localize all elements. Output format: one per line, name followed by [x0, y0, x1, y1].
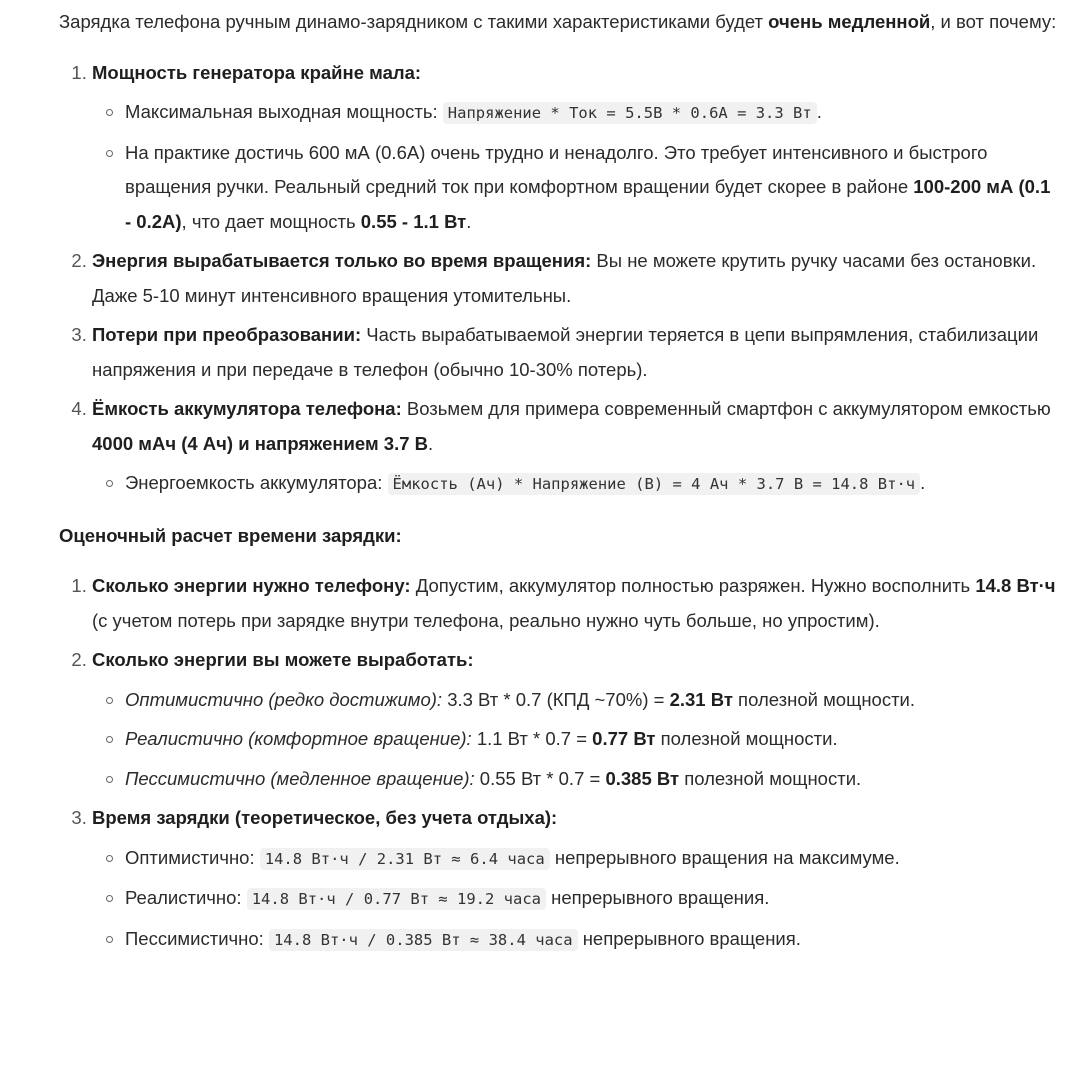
item-text-end: . — [816, 101, 822, 122]
item-italic: Пессимистично (медленное вращение): — [125, 767, 475, 789]
code-inline: 14.8 Вт·ч / 0.385 Вт ≈ 38.4 часа — [269, 929, 578, 951]
intro-bold: очень медленной — [768, 11, 931, 32]
item-text: , что дает мощность — [181, 210, 361, 232]
item-text-end: . — [466, 210, 472, 232]
item-text: Оптимистично: — [125, 846, 260, 868]
list-item-max-power — [125, 95, 1059, 131]
item-italic: Реалистично (комфортное вращение): — [125, 728, 472, 749]
item-text: Пессимистично: — [125, 927, 269, 949]
sub-list — [92, 466, 1059, 502]
item-text-end: (с учетом потерь при зарядке внутри телефона, реально нужно чуть больше, но упростим). — [92, 609, 880, 631]
estimate-item-charge-time — [92, 801, 1059, 957]
item-bold: 0.385 Вт — [605, 767, 680, 789]
item-title: Сколько энергии вы можете выработать: — [92, 649, 474, 670]
item-bold: 14.8 Вт·ч — [975, 575, 1056, 596]
list-item-optimistic — [125, 683, 1059, 718]
estimate-item-energy-needed — [92, 569, 1059, 638]
reason-item-battery-capacity — [92, 392, 1059, 502]
list-item-battery-energy — [125, 466, 1059, 502]
list-item-realistic — [125, 722, 1059, 757]
item-title: Энергия вырабатывается только во время вращения: — [92, 250, 592, 271]
item-text-end: непрерывного вращения. — [546, 887, 770, 908]
item-bold: 100-200 мА (0.1 - 0.2А) — [125, 176, 1051, 232]
estimate-list — [59, 569, 1059, 957]
item-text: Максимальная выходная мощность: — [125, 101, 443, 122]
sub-list — [92, 95, 1059, 239]
item-title: Ёмкость аккумулятора телефона: — [92, 398, 402, 419]
item-text: Энергоемкость аккумулятора: — [125, 472, 388, 493]
reason-item-conversion-losses — [92, 318, 1059, 387]
code-inline: Ёмкость (Ач) * Напряжение (В) = 4 Ач * 3.7 В = 14.8 Вт·ч — [388, 473, 921, 495]
item-text-end: полезной мощности. — [732, 688, 916, 710]
item-title: Потери при преобразовании: — [92, 324, 362, 345]
estimate-item-energy-produced — [92, 643, 1059, 796]
item-text: На практике достичь 600 мА (0.6А) очень трудно и ненадолго. Это требует интенсивного и быстрого вращения ручки. Реальный средний ток при комфортном вращении будет скорее в районе — [125, 141, 988, 197]
list-item-time-realistic — [125, 881, 1059, 917]
sub-list — [92, 683, 1059, 797]
code-inline: 14.8 Вт·ч / 2.31 Вт ≈ 6.4 часа — [260, 848, 550, 870]
list-item-time-optimistic — [125, 841, 1059, 877]
code-inline: 14.8 Вт·ч / 0.77 Вт ≈ 19.2 часа — [247, 888, 546, 910]
intro-text: Зарядка телефона ручным динамо-зарядником с такими характеристиками будет — [59, 11, 769, 32]
intro-paragraph — [59, 5, 1059, 40]
item-bold: 0.55 - 1.1 Вт — [360, 210, 467, 232]
list-item-pessimistic — [125, 762, 1059, 797]
item-bold: 2.31 Вт — [669, 688, 733, 710]
item-text: 3.3 Вт * 0.7 (КПД ~70%) = — [442, 688, 670, 710]
item-text-end: непрерывного вращения. — [577, 927, 801, 949]
item-text: Вы не можете крутить ручку часами без остановки. Даже 5-10 минут интенсивного вращения утомительны. — [92, 250, 1037, 306]
item-text: Допустим, аккумулятор полностью разряжен. Нужно восполнить — [410, 575, 976, 596]
item-title: Мощность генератора крайне мала: — [92, 61, 422, 83]
reason-item-generator-power — [92, 56, 1059, 240]
list-item-practical-current — [125, 136, 1059, 240]
item-text-end: полезной мощности. — [679, 767, 862, 789]
item-text: Возьмем для примера современный смартфон с аккумулятором емкостью — [401, 398, 1051, 419]
list-item-time-pessimistic — [125, 922, 1059, 958]
sub-list — [92, 841, 1059, 958]
item-text: 0.55 Вт * 0.7 = — [474, 767, 606, 789]
section-heading-text: Оценочный расчет времени зарядки: — [59, 524, 402, 546]
reasons-list — [59, 56, 1059, 502]
section-heading — [59, 519, 1059, 554]
message-content — [59, 5, 1059, 962]
item-text-end: полезной мощности. — [655, 728, 838, 749]
item-text-end: . — [920, 472, 926, 493]
item-text-end: . — [428, 432, 434, 454]
item-title: Время зарядки (теоретическое, без учета отдыха): — [92, 807, 558, 828]
item-text-end: непрерывного вращения на максимуме. — [549, 846, 900, 868]
item-bold: 4000 мАч (4 Ач) и напряжением 3.7 В — [92, 432, 429, 454]
item-text: Реалистично: — [125, 887, 247, 908]
item-text: 1.1 Вт * 0.7 = — [471, 728, 593, 749]
code-inline: Напряжение * Ток = 5.5В * 0.6А = 3.3 Вт — [443, 102, 817, 124]
item-italic: Оптимистично (редко достижимо): — [125, 688, 443, 710]
intro-text-end: , и вот почему: — [930, 11, 1057, 32]
item-title: Сколько энергии нужно телефону: — [92, 575, 411, 596]
item-bold: 0.77 Вт — [592, 728, 656, 749]
reason-item-rotation-only — [92, 244, 1059, 313]
item-text: Часть вырабатываемой энергии теряется в цепи выпрямления, стабилизации напряжения и при передаче в телефон (обычно 10-30% потерь). — [92, 324, 1039, 380]
